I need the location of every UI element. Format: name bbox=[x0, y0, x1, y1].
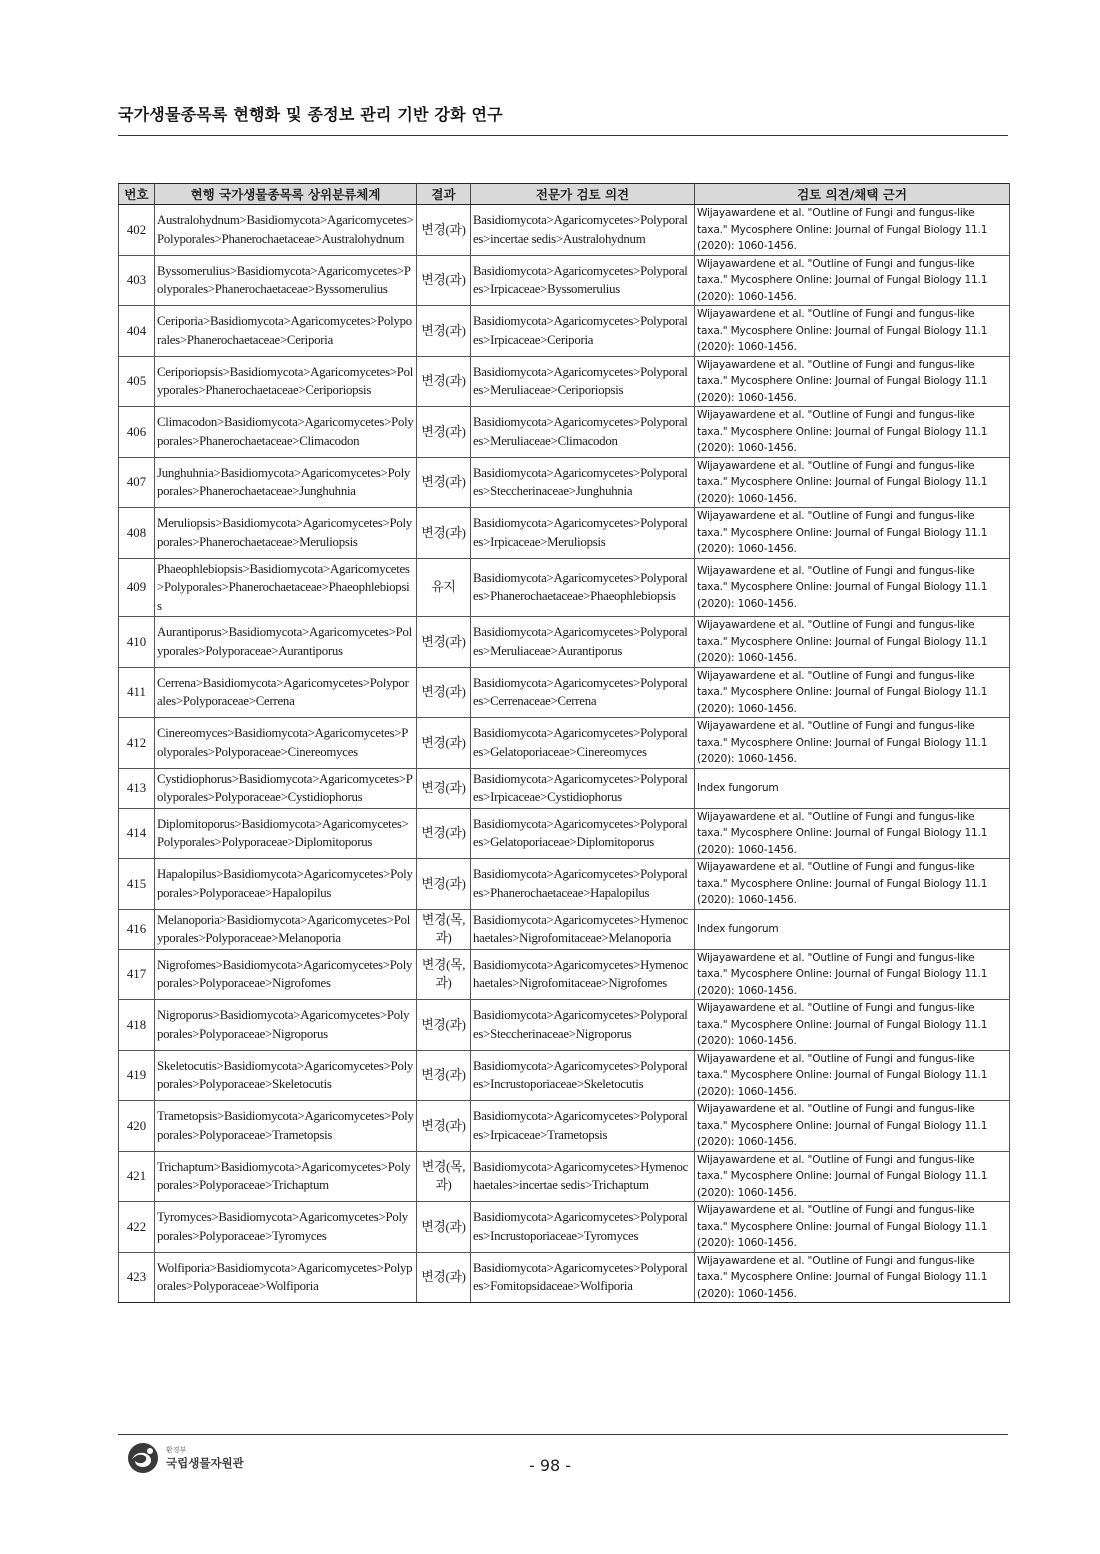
expert-opinion: Basidiomycota>Agaricomycetes>Polyporales>Gelatoporiaceae>Cinereomyces bbox=[471, 718, 695, 769]
nibr-logo bbox=[126, 1441, 326, 1477]
column-header-expert-opinion: 전문가 검토 의견 bbox=[471, 184, 695, 205]
review-result: 변경(과) bbox=[417, 205, 471, 256]
table-row bbox=[119, 306, 1010, 357]
review-result: 변경(과) bbox=[417, 1000, 471, 1051]
expert-opinion: Basidiomycota>Agaricomycetes>Polyporales>Steccherinaceae>Junghuhnia bbox=[471, 457, 695, 508]
table-row bbox=[119, 1252, 1010, 1303]
current-classification: Aurantiporus>Basidiomycota>Agaricomycetes>Polyporales>Polyporaceae>Aurantiporus bbox=[155, 617, 417, 668]
table-row bbox=[119, 457, 1010, 508]
row-number: 412 bbox=[119, 718, 155, 769]
row-number: 416 bbox=[119, 909, 155, 949]
table-row bbox=[119, 859, 1010, 910]
expert-opinion: Basidiomycota>Agaricomycetes>Polyporales>Meruliaceae>Ceriporiopsis bbox=[471, 356, 695, 407]
review-basis: Wijayawardene et al. "Outline of Fungi and fungus-like taxa." Mycosphere Online: Journal of Fungal Biology 11.1 (2020): 1060-1456. bbox=[695, 1000, 1010, 1051]
review-basis: Wijayawardene et al. "Outline of Fungi and fungus-like taxa." Mycosphere Online: Journal of Fungal Biology 11.1 (2020): 1060-1456. bbox=[695, 808, 1010, 859]
expert-opinion: Basidiomycota>Agaricomycetes>Hymenochaetales>Nigrofomitaceae>Melanoporia bbox=[471, 909, 695, 949]
current-classification: Meruliopsis>Basidiomycota>Agaricomycetes>Polyporales>Phanerochaetaceae>Meruliopsis bbox=[155, 508, 417, 559]
row-number: 414 bbox=[119, 808, 155, 859]
review-result: 변경(과) bbox=[417, 718, 471, 769]
review-basis: Wijayawardene et al. "Outline of Fungi and fungus-like taxa." Mycosphere Online: Journal of Fungal Biology 11.1 (2020): 1060-1456. bbox=[695, 306, 1010, 357]
table-row bbox=[119, 508, 1010, 559]
review-result: 변경(과) bbox=[417, 508, 471, 559]
review-basis: Wijayawardene et al. "Outline of Fungi and fungus-like taxa." Mycosphere Online: Journal of Fungal Biology 11.1 (2020): 1060-1456. bbox=[695, 718, 1010, 769]
review-basis: Wijayawardene et al. "Outline of Fungi and fungus-like taxa." Mycosphere Online: Journal of Fungal Biology 11.1 (2020): 1060-1456. bbox=[695, 255, 1010, 306]
current-classification: Diplomitoporus>Basidiomycota>Agaricomycetes>Polyporales>Polyporaceae>Diplomitoporus bbox=[155, 808, 417, 859]
table-body bbox=[119, 205, 1010, 1303]
review-result: 변경(과) bbox=[417, 457, 471, 508]
current-classification: Tyromyces>Basidiomycota>Agaricomycetes>Polyporales>Polyporaceae>Tyromyces bbox=[155, 1202, 417, 1253]
current-classification: Hapalopilus>Basidiomycota>Agaricomycetes>Polyporales>Polyporaceae>Hapalopilus bbox=[155, 859, 417, 910]
expert-opinion: Basidiomycota>Agaricomycetes>Polyporales>Steccherinaceae>Nigroporus bbox=[471, 1000, 695, 1051]
row-number: 403 bbox=[119, 255, 155, 306]
current-classification: Ceriporiopsis>Basidiomycota>Agaricomycetes>Polyporales>Phanerochaetaceae>Ceriporiopsis bbox=[155, 356, 417, 407]
review-basis: Wijayawardene et al. "Outline of Fungi and fungus-like taxa." Mycosphere Online: Journal of Fungal Biology 11.1 (2020): 1060-1456. bbox=[695, 1101, 1010, 1152]
taxonomy-review-table bbox=[118, 183, 1010, 1303]
row-number: 407 bbox=[119, 457, 155, 508]
row-number: 421 bbox=[119, 1151, 155, 1202]
row-number: 417 bbox=[119, 949, 155, 1000]
expert-opinion: Basidiomycota>Agaricomycetes>Polyporales>Incrustoporiaceae>Tyromyces bbox=[471, 1202, 695, 1253]
review-result: 변경(과) bbox=[417, 407, 471, 458]
table-row bbox=[119, 356, 1010, 407]
current-classification: Nigroporus>Basidiomycota>Agaricomycetes>Polyporales>Polyporaceae>Nigroporus bbox=[155, 1000, 417, 1051]
table-row bbox=[119, 617, 1010, 668]
review-basis: Wijayawardene et al. "Outline of Fungi and fungus-like taxa." Mycosphere Online: Journal of Fungal Biology 11.1 (2020): 1060-1456. bbox=[695, 205, 1010, 256]
review-result: 변경(과) bbox=[417, 617, 471, 668]
header-rule bbox=[118, 135, 1008, 136]
review-basis: Wijayawardene et al. "Outline of Fungi and fungus-like taxa." Mycosphere Online: Journal of Fungal Biology 11.1 (2020): 1060-1456. bbox=[695, 1252, 1010, 1303]
expert-opinion: Basidiomycota>Agaricomycetes>Polyporales>Phanerochaetaceae>Hapalopilus bbox=[471, 859, 695, 910]
current-classification: Cystidiophorus>Basidiomycota>Agaricomycetes>Polyporales>Polyporaceae>Cystidiophorus bbox=[155, 768, 417, 808]
current-classification: Trametopsis>Basidiomycota>Agaricomycetes>Polyporales>Polyporaceae>Trametopsis bbox=[155, 1101, 417, 1152]
review-basis: Wijayawardene et al. "Outline of Fungi and fungus-like taxa." Mycosphere Online: Journal of Fungal Biology 11.1 (2020): 1060-1456. bbox=[695, 667, 1010, 718]
expert-opinion: Basidiomycota>Agaricomycetes>Polyporales>Irpicaceae>Meruliopsis bbox=[471, 508, 695, 559]
current-classification: Phaeophlebiopsis>Basidiomycota>Agaricomycetes>Polyporales>Phanerochaetaceae>Phaeophlebiopsis bbox=[155, 558, 417, 617]
page-header-title: 국가생물종목록 현행화 및 종정보 관리 기반 강화 연구 bbox=[118, 105, 503, 124]
current-classification: Wolfiporia>Basidiomycota>Agaricomycetes>Polyporales>Polyporaceae>Wolfiporia bbox=[155, 1252, 417, 1303]
expert-opinion: Basidiomycota>Agaricomycetes>Polyporales>Cerrenaceae>Cerrena bbox=[471, 667, 695, 718]
review-result: 변경(과) bbox=[417, 808, 471, 859]
row-number: 409 bbox=[119, 558, 155, 617]
review-result: 변경(과) bbox=[417, 306, 471, 357]
row-number: 420 bbox=[119, 1101, 155, 1152]
row-number: 423 bbox=[119, 1252, 155, 1303]
row-number: 415 bbox=[119, 859, 155, 910]
column-header-result: 결과 bbox=[417, 184, 471, 205]
expert-opinion: Basidiomycota>Agaricomycetes>Polyporales>Irpicaceae>Trametopsis bbox=[471, 1101, 695, 1152]
row-number: 410 bbox=[119, 617, 155, 668]
review-result: 변경(과) bbox=[417, 255, 471, 306]
expert-opinion: Basidiomycota>Agaricomycetes>Polyporales>Incrustoporiaceae>Skeletocutis bbox=[471, 1050, 695, 1101]
expert-opinion: Basidiomycota>Agaricomycetes>Hymenochaetales>incertae sedis>Trichaptum bbox=[471, 1151, 695, 1202]
table-row bbox=[119, 1151, 1010, 1202]
review-basis: Wijayawardene et al. "Outline of Fungi and fungus-like taxa." Mycosphere Online: Journal of Fungal Biology 11.1 (2020): 1060-1456. bbox=[695, 558, 1010, 617]
current-classification: Byssomerulius>Basidiomycota>Agaricomycetes>Polyporales>Phanerochaetaceae>Byssomerulius bbox=[155, 255, 417, 306]
expert-opinion: Basidiomycota>Agaricomycetes>Polyporales>Irpicaceae>Ceriporia bbox=[471, 306, 695, 357]
table-row bbox=[119, 808, 1010, 859]
row-number: 408 bbox=[119, 508, 155, 559]
review-result: 변경(과) bbox=[417, 356, 471, 407]
review-basis: Wijayawardene et al. "Outline of Fungi and fungus-like taxa." Mycosphere Online: Journal of Fungal Biology 11.1 (2020): 1060-1456. bbox=[695, 356, 1010, 407]
table-row bbox=[119, 558, 1010, 617]
current-classification: Trichaptum>Basidiomycota>Agaricomycetes>Polyporales>Polyporaceae>Trichaptum bbox=[155, 1151, 417, 1202]
expert-opinion: Basidiomycota>Agaricomycetes>Polyporales>Irpicaceae>Byssomerulius bbox=[471, 255, 695, 306]
column-header-current-classification: 현행 국가생물종목록 상위분류체계 bbox=[155, 184, 417, 205]
current-classification: Junghuhnia>Basidiomycota>Agaricomycetes>Polyporales>Phanerochaetaceae>Junghuhnia bbox=[155, 457, 417, 508]
expert-opinion: Basidiomycota>Agaricomycetes>Hymenochaetales>Nigrofomitaceae>Nigrofomes bbox=[471, 949, 695, 1000]
current-classification: Climacodon>Basidiomycota>Agaricomycetes>Polyporales>Phanerochaetaceae>Climacodon bbox=[155, 407, 417, 458]
row-number: 406 bbox=[119, 407, 155, 458]
expert-opinion: Basidiomycota>Agaricomycetes>Polyporales>Meruliaceae>Climacodon bbox=[471, 407, 695, 458]
review-result: 유지 bbox=[417, 558, 471, 617]
current-classification: Melanoporia>Basidiomycota>Agaricomycetes>Polyporales>Polyporaceae>Melanoporia bbox=[155, 909, 417, 949]
row-number: 402 bbox=[119, 205, 155, 256]
nibr-logo-mark-icon bbox=[126, 1441, 160, 1475]
row-number: 405 bbox=[119, 356, 155, 407]
table-row bbox=[119, 768, 1010, 808]
review-result: 변경(목, 과) bbox=[417, 909, 471, 949]
review-result: 변경(과) bbox=[417, 859, 471, 910]
review-basis: Wijayawardene et al. "Outline of Fungi and fungus-like taxa." Mycosphere Online: Journal of Fungal Biology 11.1 (2020): 1060-1456. bbox=[695, 1151, 1010, 1202]
current-classification: Ceriporia>Basidiomycota>Agaricomycetes>Polyporales>Phanerochaetaceae>Ceriporia bbox=[155, 306, 417, 357]
table-row bbox=[119, 407, 1010, 458]
review-basis: Wijayawardene et al. "Outline of Fungi and fungus-like taxa." Mycosphere Online: Journal of Fungal Biology 11.1 (2020): 1060-1456. bbox=[695, 1202, 1010, 1253]
table-row bbox=[119, 1101, 1010, 1152]
column-header-number: 번호 bbox=[119, 184, 155, 205]
current-classification: Nigrofomes>Basidiomycota>Agaricomycetes>Polyporales>Polyporaceae>Nigrofomes bbox=[155, 949, 417, 1000]
current-classification: Cinereomyces>Basidiomycota>Agaricomycetes>Polyporales>Polyporaceae>Cinereomyces bbox=[155, 718, 417, 769]
expert-opinion: Basidiomycota>Agaricomycetes>Polyporales>Irpicaceae>Cystidiophorus bbox=[471, 768, 695, 808]
row-number: 413 bbox=[119, 768, 155, 808]
review-result: 변경(과) bbox=[417, 1101, 471, 1152]
table-row bbox=[119, 1000, 1010, 1051]
current-classification: Cerrena>Basidiomycota>Agaricomycetes>Polyporales>Polyporaceae>Cerrena bbox=[155, 667, 417, 718]
current-classification: Skeletocutis>Basidiomycota>Agaricomycetes>Polyporales>Polyporaceae>Skeletocutis bbox=[155, 1050, 417, 1101]
expert-opinion: Basidiomycota>Agaricomycetes>Polyporales>Fomitopsidaceae>Wolfiporia bbox=[471, 1252, 695, 1303]
expert-opinion: Basidiomycota>Agaricomycetes>Polyporales>Phanerochaetaceae>Phaeophlebiopsis bbox=[471, 558, 695, 617]
table-row bbox=[119, 949, 1010, 1000]
table-row bbox=[119, 255, 1010, 306]
review-result: 변경(과) bbox=[417, 768, 471, 808]
review-result: 변경(과) bbox=[417, 1252, 471, 1303]
review-basis: Wijayawardene et al. "Outline of Fungi and fungus-like taxa." Mycosphere Online: Journal of Fungal Biology 11.1 (2020): 1060-1456. bbox=[695, 949, 1010, 1000]
footer-rule bbox=[118, 1434, 1008, 1435]
table-header-row bbox=[119, 184, 1010, 205]
row-number: 404 bbox=[119, 306, 155, 357]
table-row bbox=[119, 909, 1010, 949]
expert-opinion: Basidiomycota>Agaricomycetes>Polyporales>Gelatoporiaceae>Diplomitoporus bbox=[471, 808, 695, 859]
table-row bbox=[119, 205, 1010, 256]
table-row bbox=[119, 718, 1010, 769]
current-classification: Australohydnum>Basidiomycota>Agaricomycetes>Polyporales>Phanerochaetaceae>Australohydnum bbox=[155, 205, 417, 256]
ministry-label: 환경부 bbox=[166, 1446, 187, 1454]
review-result: 변경(목, 과) bbox=[417, 949, 471, 1000]
expert-opinion: Basidiomycota>Agaricomycetes>Polyporales>Meruliaceae>Aurantiporus bbox=[471, 617, 695, 668]
review-basis: Index fungorum bbox=[695, 909, 1010, 949]
review-basis: Wijayawardene et al. "Outline of Fungi and fungus-like taxa." Mycosphere Online: Journal of Fungal Biology 11.1 (2020): 1060-1456. bbox=[695, 1050, 1010, 1101]
table-row bbox=[119, 667, 1010, 718]
row-number: 422 bbox=[119, 1202, 155, 1253]
review-basis: Wijayawardene et al. "Outline of Fungi and fungus-like taxa." Mycosphere Online: Journal of Fungal Biology 11.1 (2020): 1060-1456. bbox=[695, 407, 1010, 458]
table-row bbox=[119, 1050, 1010, 1101]
expert-opinion: Basidiomycota>Agaricomycetes>Polyporales>incertae sedis>Australohydnum bbox=[471, 205, 695, 256]
review-basis: Wijayawardene et al. "Outline of Fungi and fungus-like taxa." Mycosphere Online: Journal of Fungal Biology 11.1 (2020): 1060-1456. bbox=[695, 508, 1010, 559]
review-basis: Wijayawardene et al. "Outline of Fungi and fungus-like taxa." Mycosphere Online: Journal of Fungal Biology 11.1 (2020): 1060-1456. bbox=[695, 859, 1010, 910]
institute-name: 국립생물자원관 bbox=[166, 1456, 244, 1470]
table-row bbox=[119, 1202, 1010, 1253]
column-header-basis: 검토 의견/채택 근거 bbox=[695, 184, 1010, 205]
row-number: 411 bbox=[119, 667, 155, 718]
review-result: 변경(목, 과) bbox=[417, 1151, 471, 1202]
row-number: 418 bbox=[119, 1000, 155, 1051]
row-number: 419 bbox=[119, 1050, 155, 1101]
page-number: - 98 - bbox=[528, 1456, 572, 1475]
review-result: 변경(과) bbox=[417, 667, 471, 718]
review-basis: Wijayawardene et al. "Outline of Fungi and fungus-like taxa." Mycosphere Online: Journal of Fungal Biology 11.1 (2020): 1060-1456. bbox=[695, 617, 1010, 668]
review-result: 변경(과) bbox=[417, 1202, 471, 1253]
review-basis: Index fungorum bbox=[695, 768, 1010, 808]
review-basis: Wijayawardene et al. "Outline of Fungi and fungus-like taxa." Mycosphere Online: Journal of Fungal Biology 11.1 (2020): 1060-1456. bbox=[695, 457, 1010, 508]
review-result: 변경(과) bbox=[417, 1050, 471, 1101]
